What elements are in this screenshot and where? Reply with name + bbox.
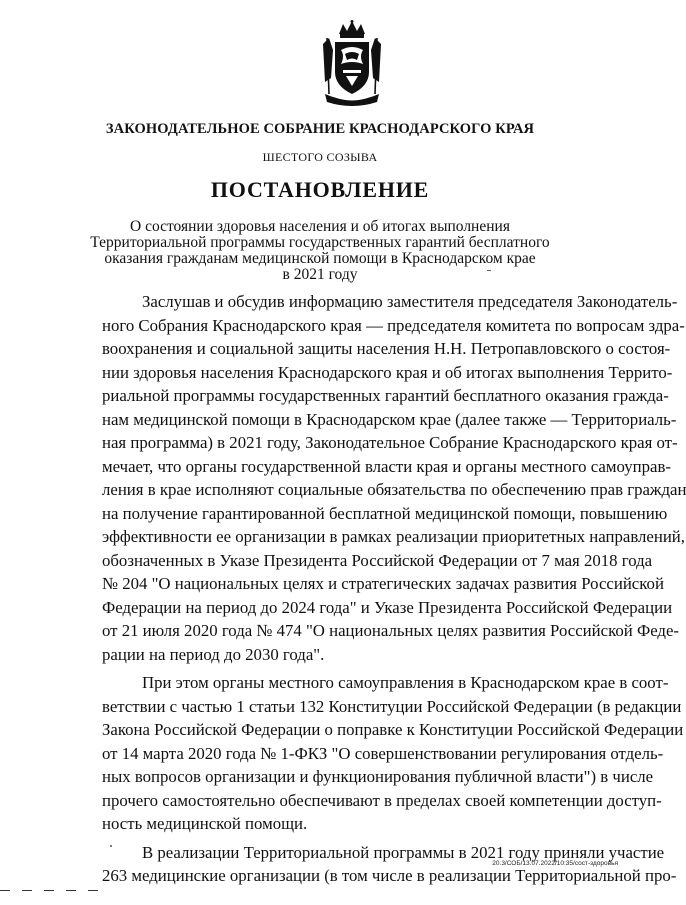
- subject-line: оказания гражданам медицинской помощи в Краснодарском крае: [104, 250, 536, 267]
- body-line: воохранения и социальной защиты населения Н.Н. Петропавловского о состоя-: [102, 339, 671, 358]
- subject-line: Территориальной программы государственных гарантий бесплатного: [90, 234, 550, 251]
- page-cut-line: [0, 890, 640, 900]
- scan-mark: [110, 845, 112, 847]
- body-line: Закона Российской Федерации о поправке к Конституции Российской Федерации: [102, 720, 684, 739]
- body-line: риальной программы государственных гарантий бесплатного оказания гражда-: [102, 386, 669, 405]
- body-line: от 14 марта 2020 года № 1-ФКЗ "О совершенствовании регулирования отдель-: [102, 743, 664, 763]
- subject-line: в 2021 году: [282, 266, 358, 283]
- body-line: Федерации на период до 2024 года" и Указе Президента Российской Федерации: [102, 597, 673, 617]
- body-line: прочего самостоятельно обеспечивают в пределах своей компетенции доступ-: [102, 790, 662, 810]
- assembly-name: ЗАКОНОДАТЕЛЬНОЕ СОБРАНИЕ КРАСНОДАРСКОГО КРАЯ: [105, 121, 535, 137]
- document-registration-code: 20.3/СОБ/13.07.2022/10:35/сост-здоровья: [492, 860, 618, 867]
- convocation: ШЕСТОГО СОЗЫВА: [262, 150, 378, 164]
- body-line: ность медицинской помощи.: [102, 814, 308, 833]
- body-line: Заслушав и обсудив информацию заместителя председателя Законодатель-: [142, 292, 678, 311]
- body-line: нии здоровья населения Краснодарского края и об итогах выполнения Террито-: [102, 362, 673, 382]
- document-title: ПОСТАНОВЛЕНИЕ: [210, 177, 430, 202]
- document-body: [102, 290, 686, 888]
- coat-of-arms-icon: [319, 20, 385, 110]
- body-line: мечает, что органы государственной власти края и органы местного самоуправ-: [102, 456, 671, 476]
- body-line: ления в крае исполняют социальные обязательства по обеспечению прав граждан: [102, 480, 686, 499]
- body-line: ного Собрания Краснодарского края — председателя комитета по вопросам здра-: [102, 315, 685, 335]
- resolution-subject: [0, 219, 640, 283]
- body-line: ных вопросов организации и функционирования публичной власти") в числе: [102, 767, 654, 786]
- body-line: В реализации Территориальной программы в 2021 году приняли участие: [142, 842, 665, 862]
- body-line: нам медицинской помощи в Краснодарском крае (далее также — Территориаль-: [102, 409, 677, 429]
- scan-mark: [487, 270, 491, 271]
- body-line: обозначенных в Указе Президента Российской Федерации от 7 мая 2018 года: [102, 550, 653, 570]
- body-line: от 21 июля 2020 года № 474 "О национальных целях развития Российской Феде-: [102, 621, 680, 640]
- body-line: 263 медицинские организации (в том числе в реализации Территориальной про-: [102, 866, 677, 885]
- body-line: эффективности ее организации в рамках реализации приоритетных направлений,: [102, 527, 685, 546]
- body-line: № 204 "О национальных целях и стратегических задачах развития Российской: [102, 574, 664, 593]
- body-line: на получение гарантированной бесплатной медицинской помощи, повышению: [102, 503, 668, 523]
- body-line: ная программа) в 2021 году, Законодательное Собрание Краснодарского края от-: [102, 433, 678, 452]
- body-line: При этом органы местного самоуправления в Краснодарском крае в соот-: [142, 673, 669, 692]
- body-line: ветствии с частью 1 статьи 132 Конституции Российской Федерации (в редакции: [102, 696, 682, 716]
- body-line: рации на период до 2030 года".: [102, 644, 325, 664]
- subject-line: О состоянии здоровья населения и об итогах выполнения: [130, 218, 510, 235]
